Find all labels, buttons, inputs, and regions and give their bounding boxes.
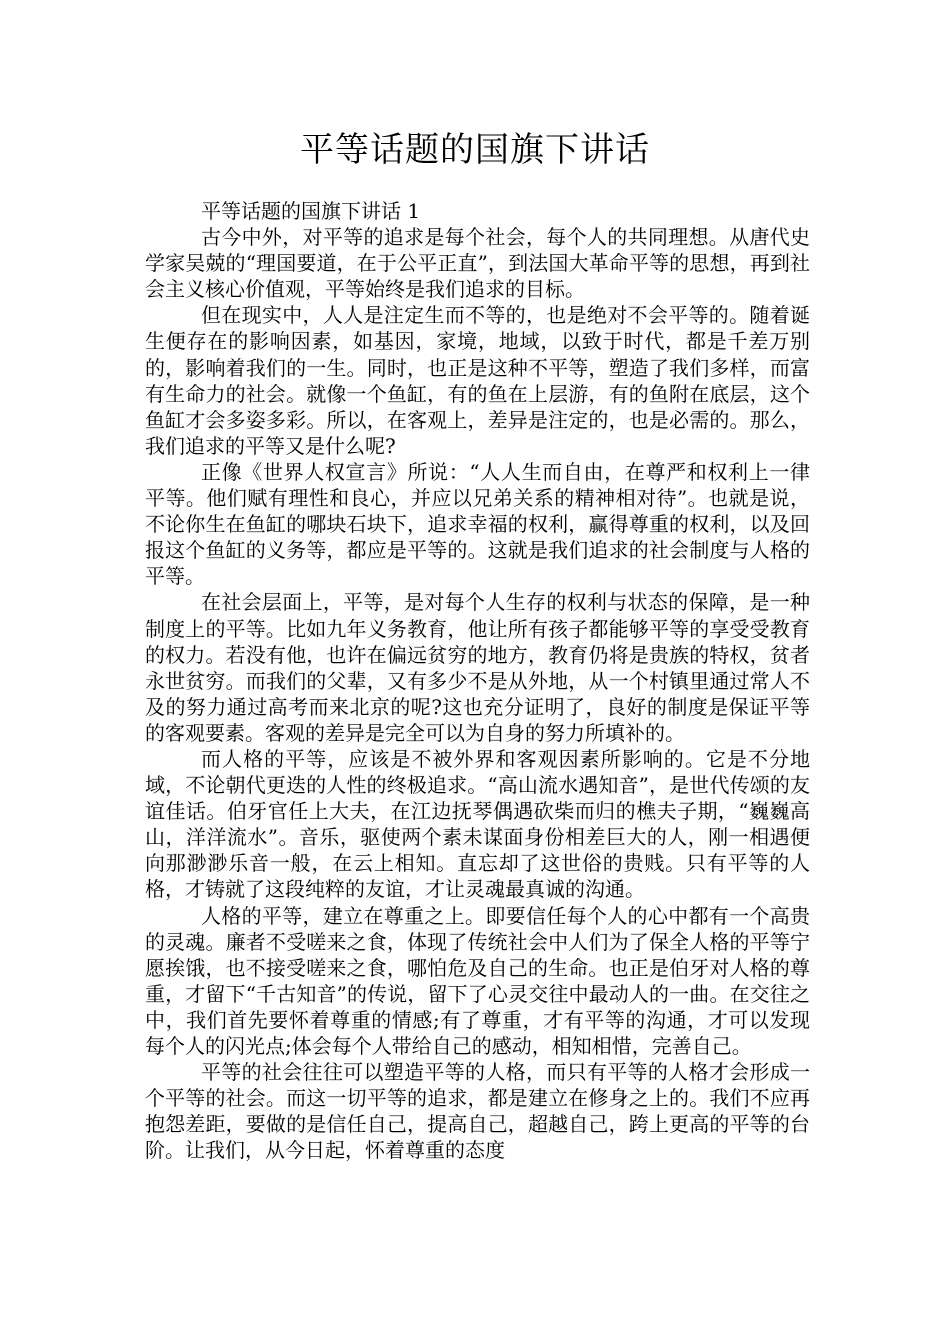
body-paragraph: 而人格的平等，应该是不被外界和客观因素所影响的。它是不分地域，不论朝代更迭的人性的终极追求。“高山流水遇知音”，是世代传颂的友谊佳话。伯牙官任上大夫，在江边抚琴偶遇砍柴而归的樵夫子期，“巍巍高山，洋洋流水”。音乐，驱使两个素未谋面身份相差巨大的人，刚一相遇便向那渺渺乐音一般，在云上相知。直忘却了这世俗的贵贱。只有平等的人格，才铸就了这段纯粹的友谊，才让灵魂最真诚的沟通。 xyxy=(145,746,810,902)
document-body xyxy=(145,198,810,1163)
body-paragraph: 正像《世界人权宣言》所说：“人人生而自由，在尊严和权利上一律平等。他们赋有理性和良心，并应以兄弟关系的精神相对待”。也就是说，不论你生在鱼缸的哪块石块下，追求幸福的权利，赢得尊重的权利，以及回报这个鱼缸的义务等，都应是平等的。这就是我们追求的社会制度与人格的平等。 xyxy=(145,459,810,589)
body-paragraph: 古今中外，对平等的追求是每个社会，每个人的共同理想。从唐代史学家吴兢的“理国要道，在于公平正直”，到法国大革命平等的思想，再到社会主义核心价值观，平等始终是我们追求的目标。 xyxy=(145,225,810,302)
body-paragraph: 人格的平等，建立在尊重之上。即要信任每个人的心中都有一个高贵的灵魂。廉者不受嗟来之食，体现了传统社会中人们为了保全人格的平等宁愿挨饿，也不接受嗟来之食，哪怕危及自己的生命。也正是伯牙对人格的尊重，才留下“千古知音”的传说，留下了心灵交往中最动人的一曲。在交往之中，我们首先要怀着尊重的情感;有了尊重，才有平等的沟通，才可以发现每个人的闪光点;体会每个人带给自己的感动，相知相惜，完善自己。 xyxy=(145,903,810,1058)
body-paragraph: 在社会层面上，平等，是对每个人生存的权利与状态的保障，是一种制度上的平等。比如九年义务教育，他让所有孩子都能够平等的享受受教育的权力。若没有他，也许在偏远贫穷的地方，教育仍将是贵族的特权，贫者永世贫穷。而我们的父辈，又有多少不是从外地，从一个村镇里通过常人不及的努力通过高考而来北京的呢?这也充分证明了，良好的制度是保证平等的客观要素。客观的差异是完全可以为自身的努力所填补的。 xyxy=(145,590,810,745)
document-title: 平等话题的国旗下讲话 xyxy=(300,130,650,170)
body-paragraph: 平等的社会往往可以塑造平等的人格，而只有平等的人格才会形成一个平等的社会。而这一切平等的追求，都是建立在修身之上的。我们不应再抱怨差距，要做的是信任自己，提高自己，超越自己，跨上更高的平等的台阶。让我们，从今日起，怀着尊重的态度 xyxy=(145,1060,810,1163)
body-paragraph: 但在现实中，人人是注定生而不等的，也是绝对不会平等的。随着诞生便存在的影响因素，如基因，家境，地域，以致于时代，都是千差万别的，影响着我们的一生。同时，也正是这种不平等，塑造了我们多样，而富有生命力的社会。就像一个鱼缸，有的鱼在上层游，有的鱼附在底层，这个鱼缸才会多姿多彩。所以，在客观上，差异是注定的，也是必需的。那么，我们追求的平等又是什么呢? xyxy=(145,303,810,458)
subtitle-paragraph: 平等话题的国旗下讲话 1 xyxy=(201,199,421,223)
